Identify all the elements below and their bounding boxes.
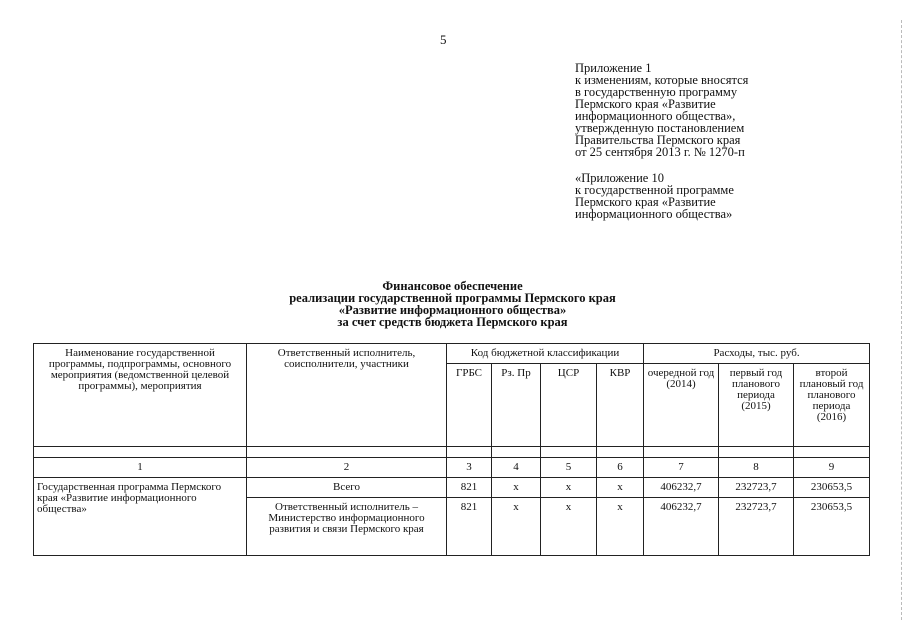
separator-row — [34, 447, 870, 458]
header-executor: Ответственный исполнитель, соисполнители, участники — [247, 344, 447, 447]
csr-cell: х — [541, 478, 597, 498]
col-number: 4 — [492, 458, 541, 478]
amount-2016-cell: 230653,5 — [794, 478, 870, 498]
appendix-block — [575, 62, 875, 220]
header-rz-pr: Рз. Пр — [492, 364, 541, 447]
appendix-10-line: к государственной программе — [575, 183, 734, 197]
appendix-line: в государственную программу — [575, 85, 738, 99]
rz-pr-cell: х — [492, 498, 541, 556]
title-line: за счет средств бюджета Пермского края — [337, 315, 568, 329]
amount-2015-cell: 232723,7 — [719, 498, 794, 556]
table-header-row — [34, 344, 870, 364]
appendix-line: информационного общества», — [575, 109, 736, 123]
executor-cell: Всего — [247, 478, 447, 498]
kvr-cell: х — [597, 498, 644, 556]
appendix-10-line: Пермского края «Развитие — [575, 195, 716, 209]
appendix-10-line: «Приложение 10 — [575, 171, 664, 185]
col-number: 3 — [447, 458, 492, 478]
grbs-cell: 821 — [447, 478, 492, 498]
appendix-line: утвержденную постановлением — [575, 121, 745, 135]
column-number-row — [34, 458, 870, 478]
col-number: 9 — [794, 458, 870, 478]
appendix-line: Приложение 1 — [575, 61, 652, 75]
page-number: 5 — [440, 32, 447, 47]
header-2015: первый год планового периода (2015) — [719, 364, 794, 447]
amount-2015-cell: 232723,7 — [719, 478, 794, 498]
appendix-line: к изменениям, которые вносятся — [575, 73, 749, 87]
header-grbs: ГРБС — [447, 364, 492, 447]
col-number: 2 — [247, 458, 447, 478]
amount-2014-cell: 406232,7 — [644, 498, 719, 556]
col-number: 6 — [597, 458, 644, 478]
header-kvr: КВР — [597, 364, 644, 447]
kvr-cell: х — [597, 478, 644, 498]
title-line: «Развитие информационного общества» — [338, 303, 567, 317]
header-budget-code: Код бюджетной классификации — [447, 344, 644, 364]
amount-2014-cell: 406232,7 — [644, 478, 719, 498]
appendix-line: от 25 сентября 2013 г. № 1270-п — [575, 145, 745, 159]
grbs-cell: 821 — [447, 498, 492, 556]
document-title — [0, 280, 905, 328]
appendix-line: Пермского края «Развитие — [575, 97, 716, 111]
scan-edge-marks — [897, 20, 902, 620]
col-number: 7 — [644, 458, 719, 478]
financing-table — [33, 343, 870, 556]
appendix-line: Правительства Пермского края — [575, 133, 741, 147]
col-number: 5 — [541, 458, 597, 478]
header-csr: ЦСР — [541, 364, 597, 447]
col-number: 8 — [719, 458, 794, 478]
header-2016: второй плановый год планового периода (2016) — [794, 364, 870, 447]
csr-cell: х — [541, 498, 597, 556]
col-number: 1 — [34, 458, 247, 478]
amount-2016-cell: 230653,5 — [794, 498, 870, 556]
program-name-cell: Государственная программа Пермского края «Развитие информационного общества» — [34, 478, 247, 556]
header-name: Наименование государственной программы, подпрограммы, основного мероприятия (ведомственной целевой программы), мероприятия — [34, 344, 247, 447]
table-row — [34, 478, 870, 498]
title-line: реализации государственной программы Пермского края — [289, 291, 616, 305]
rz-pr-cell: х — [492, 478, 541, 498]
appendix-10-line: информационного общества» — [575, 207, 733, 221]
executor-cell: Ответственный исполнитель – Министерство информационного развития и связи Пермского края — [247, 498, 447, 556]
header-expenses: Расходы, тыс. руб. — [644, 344, 870, 364]
header-2014: очередной год (2014) — [644, 364, 719, 447]
title-line: Финансовое обеспечение — [382, 279, 523, 293]
